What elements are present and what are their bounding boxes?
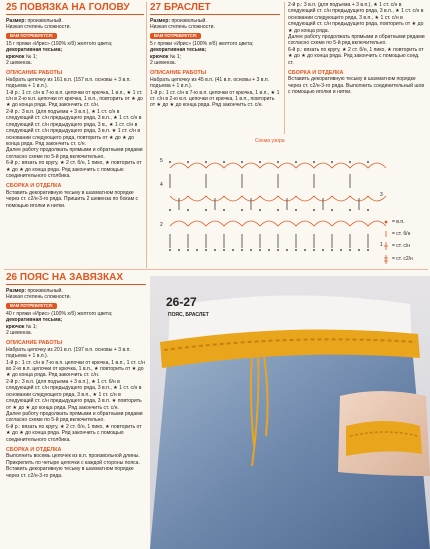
yarn: 40 г пряжи «Ирис» (100% х/б) желтого цвета;	[6, 310, 113, 317]
section-title	[6, 2, 144, 13]
row-number: 3	[380, 192, 383, 198]
work-paragraph: Набрать цепочку из 201 в.п. (197 в.п. основы + 3 в.п. подъема + 1 в.п.).	[6, 346, 131, 360]
diagram-title: Схема узора	[255, 138, 285, 144]
section-number: 27	[150, 2, 162, 13]
section-bracelet	[150, 2, 280, 109]
size-label: Размер:	[6, 18, 27, 24]
difficulty: Низкая степень сложности.	[6, 294, 71, 301]
work-paragraph: 1-й р.: 1 ст. с/н в 7-ю в.п. цепочки от крючка, 1 в.п., ★ 1 ст. с/н в 2-ю в.п. цепочки от крючка, 1 в.п., повторить от ★ до ★ до конца ряда. Ряд закончить ст. с/н.	[6, 89, 144, 109]
section-divider	[4, 269, 428, 270]
work-heading: ОПИСАНИЕ РАБОТЫ	[6, 340, 63, 347]
row-number: 1	[380, 242, 383, 248]
legend-item: = ст. б/н	[392, 231, 411, 237]
difficulty: Низкая степень сложности.	[6, 24, 71, 31]
work-paragraph: Далее работу продолжать прямыми и обратными рядами согласно схеме по 5-й ряд включительно.	[6, 147, 143, 160]
section-title	[6, 272, 146, 283]
materials-badge: ВАМ ПОТРЕБУЕТСЯ:	[6, 303, 57, 309]
row-number: 2	[160, 222, 163, 228]
section-number: 26	[6, 272, 18, 283]
hook-label: крючок	[6, 323, 25, 330]
work-paragraph: 1-й р.: 1 ст. с/н в 7-ю в.п. цепочки от крючка, 1 в.п., ★ 1 ст. с/н в 2-ю в.п. цепочки от крючка, 1 в.п., повторить от ★ до ★ до конца ряда. Ряд закончить ст. с/н.	[150, 89, 280, 109]
section-heading: ПОВЯЗКА НА ГОЛОВУ	[19, 2, 130, 13]
assembly-heading: СБОРКА И ОТДЕЛКА	[6, 183, 62, 190]
tape: декоративная тесьма;	[6, 47, 63, 54]
work-paragraph: 6-й р.: вязать по кругу, ★ 2 ст. б/н, 1 пико, ★ повторить от ★ до ★ до конца ряда. Ряд закончить с помощью соединительного столбика.	[6, 160, 142, 179]
tape: декоративная тесьма;	[150, 47, 207, 54]
legend-item: = в.п.	[392, 219, 405, 225]
work-heading: ОПИСАНИЕ РАБОТЫ	[150, 70, 207, 77]
photo-title: 26-27	[166, 295, 197, 309]
work-paragraph: 6-й р.: вязать по кругу, ★ 2 ст. б/н, 1 пико, ★ повторить от ★ до ★ до конца ряда. Ряд закончить с помощью соед. ст.	[288, 46, 424, 66]
assembly-paragraph: Вставить декоративную тесьму в шахматном порядке через ст. с2/н-3-го ряда. Пришить 2 шевенза по бокам с помощью иголки и нитки.	[6, 189, 139, 209]
work-paragraph: 2-й р.: 3 в.п. (для подъема + 3 в.п.), ★ 1 ст. с/н в следующий ст. с/н предыдущего ряда, 3 в.п., ★ 1 ст. с/н в следующий ст. с/н предыдущего ряда, 3 в., ★ 1 ст. с/н в следующий ст. с/н предыдущего ряда, 3 в.п. ★ 1 ст. с/н в основании следующего ряда, повторить от ★ до ★ до конца ряда. Ряд закончить ст. с/н.	[6, 108, 142, 147]
difficulty: Низкая степень сложности.	[150, 24, 215, 31]
yarn: 5 г пряжи «Ирис» (100% х/б) желтого цвета;	[150, 40, 254, 47]
size-label: Размер:	[6, 288, 27, 294]
work-paragraph: Далее работу продолжать прямыми и обратными рядами согласно схеме по 5-й ряд включительно.	[288, 34, 425, 47]
size-value: произвольный.	[26, 18, 63, 24]
title-rule	[150, 14, 280, 15]
hook-label: крючок	[150, 53, 169, 60]
size-value: произвольный.	[26, 288, 63, 294]
hook-value: № 1;	[24, 53, 37, 60]
legend-item: = ст. с/н	[392, 243, 410, 249]
buttons: 2 шевенза.	[150, 60, 177, 67]
work-paragraph: Набрать цепочку из 45 в.п. (41 в.п. основы + 3 в.п. подъема + 1 в.п.).	[150, 76, 270, 90]
buttons: 2 шевенза.	[6, 60, 33, 67]
buttons: 2 шевенза.	[6, 330, 33, 337]
title-rule	[6, 14, 144, 15]
yarn: 15 г пряжи «Ирис» (100% х/б) желтого цвета;	[6, 40, 113, 47]
legend-item: = ст. с2/н	[392, 256, 413, 262]
size-value: произвольный.	[170, 18, 207, 24]
work-paragraph: 1-й р.: 1 ст. с/н в 7-ю в.п. цепочки от крючка, 1 в.п., 1 ст. с/н во 2-ю в.п. цепочки от крючка, 1 в.п., ★ повторить от ★ до ★ до конца ряда. Ряд закончить ст. с/н.	[6, 359, 145, 379]
work-paragraph: Набрать цепочку из 161 в.п. (157 в.п. основы + 3 в.п. подъема + 1 в.п.).	[6, 76, 131, 90]
row-number: 5	[160, 158, 163, 164]
assembly-heading: СБОРКА И ОТДЕЛКА	[288, 70, 344, 77]
hook-value: № 1;	[168, 53, 181, 60]
work-paragraph: 2-й р.: 3 в.п. (для подъема + 3 в.п.), ★ 1 ст. б/н в следующий ст. с/н предыдущего ряда, 3 в.п., ★ 1 ст. с/н в основании следующего ряда, 3 в.п., ★ 1 ст. с/н в следующий ст. с/н предыдущего ряда, 3 в.п. ★ повторить от ★ до ★ до конца ряда. Ряд закончить ст. с/н.	[6, 378, 142, 411]
work-paragraph: 2-й р.: 3 в.п. (для подъема + 3 в.п.), ★ 1 ст. с/н в следующий ст. с/н предыдущего ряда, 3 в.п., ★ 1 ст. с/н в основании следующего ряда, 3 в.п., ★ 1 ст. с/н в следующий ст. с/н предыдущего ряда, повторить от ★ до ★ до конца ряда.	[288, 2, 424, 34]
assembly-paragraph: Вставить декоративную тесьму в шахматном порядке через ст. с2/н-3-го ряда. Выполнить соединительный шов с помощью иголки и нитки.	[288, 76, 425, 96]
tape: декоративная тесьма;	[6, 317, 63, 324]
materials-badge: ВАМ ПОТРЕБУЕТСЯ:	[150, 33, 201, 39]
work-paragraph: Далее работу продолжать прямыми и обратными рядами согласно схеме по 5-й ряд включительно.	[6, 410, 143, 424]
column-divider	[284, 2, 285, 134]
section-title	[150, 2, 280, 13]
photo-subtitle: ПОЯС, БРАСЛЕТ	[168, 312, 209, 318]
size-label: Размер:	[150, 18, 171, 24]
section-bracelet-continued	[288, 2, 426, 96]
hook-label: крючок	[6, 53, 25, 60]
work-paragraph: 6-й р.: вязать по кругу, ★ 2 ст. б/н, 1 пико, ★ повторить от ★ до ★ до конца ряда. Ряд закончить с помощью соединительного столбика.	[6, 423, 142, 443]
section-belt	[6, 272, 146, 479]
stitch-diagram	[160, 138, 422, 266]
title-rule	[6, 284, 146, 285]
section-heading: БРАСЛЕТ	[163, 2, 211, 13]
work-heading: ОПИСАНИЕ РАБОТЫ	[6, 70, 63, 77]
materials-badge: ВАМ ПОТРЕБУЕТСЯ:	[6, 33, 57, 39]
assembly-paragraph: Выполнить восемь цепочек из в.п. произвольной длины. Прикрепить по четыре цепочки с каждой стороны пояса. Вставить декоративную тесьму в шахматном порядке через ст. с2/н-3-го ряда.	[6, 453, 140, 479]
column-divider	[146, 2, 147, 268]
assembly-heading: СБОРКА И ОТДЕЛКА	[6, 446, 62, 453]
section-heading: ПОЯС НА ЗАВЯЗКАХ	[19, 272, 124, 283]
section-number: 25	[6, 2, 18, 13]
row-number: 4	[160, 182, 163, 188]
hook-value: № 1;	[24, 323, 37, 330]
section-headband	[6, 2, 144, 209]
